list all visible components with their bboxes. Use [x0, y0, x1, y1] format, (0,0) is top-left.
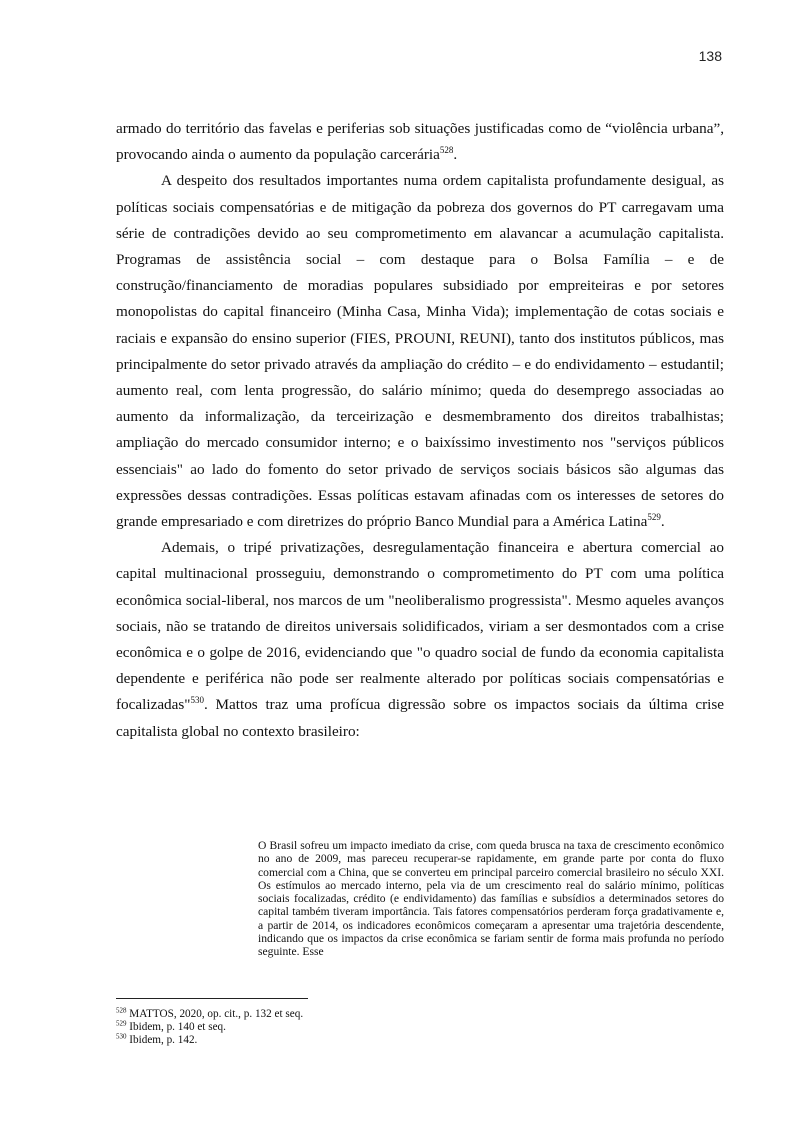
footnote-528	[116, 1008, 724, 1021]
footnote-529	[116, 1021, 724, 1034]
paragraph-text: . Mattos traz uma profícua digressão sobre os impactos sociais da última crise capitalista global no contexto brasileiro:	[116, 696, 724, 740]
footnote-number: 530	[116, 1031, 127, 1040]
paragraph-text: Ademais, o tripé privatizações, desregulamentação financeira e abertura comercial ao capital multinacional prosseguiu, demonstrando o comprometimento do PT com uma política econômica social-liberal, nos marcos de um "neoliberalismo progressista". Mesmo aqueles avanços sociais, não se tratando de direitos universais solidificados, viriam a ser desmontados com a crise econômica e o golpe de 2016, evidenciando que "o quadro social de fundo da economia capitalista dependente e periférica não pode ser realmente alterado por políticas sociais compensatórias e focalizadas"	[116, 539, 724, 714]
paragraph-text: A despeito dos resultados importantes numa ordem capitalista profundamente desigual, as políticas sociais compensatórias e de mitigação da pobreza dos governos do PT carregavam uma série de contradições devido ao seu comprometimento em alavancar a acumulação capitalista. Programas de assistência social – com destaque para o Bolsa Família – e de construção/financiamento de moradias populares subsidiado por empreiteiras e por setores monopolistas do capital financeiro (Minha Casa, Minha Vida); implementação de cotas sociais e raciais e expansão do ensino superior (FIES, PROUNI, REUNI), tanto dos institutos públicos, mas principalmente do setor privado através da ampliação do crédito – e do endividamento – estudantil; aumento real, com lenta progressão, do salário mínimo; queda do desemprego associadas ao aumento da informalização, da terceirização e desmembramento dos direitos trabalhistas; ampliação do mercado consumidor interno; e o baixíssimo investimento nos "serviços públicos essenciais" ao lado do fomento do setor privado de serviços sociais básicos são algumas das expressões dessas contradições. Essas políticas estavam afinadas com os interesses de setores do grande empresariado e com diretrizes do próprio Banco Mundial para a América Latina	[116, 172, 724, 531]
footnote-number: 528	[116, 1006, 127, 1015]
footnote-text: MATTOS, 2020, op. cit., p. 132 et seq.	[129, 1008, 304, 1020]
footnotes	[116, 1008, 724, 1046]
footnote-530	[116, 1031, 724, 1047]
page-number: 138	[698, 48, 722, 64]
footnote-number: 529	[116, 1019, 127, 1028]
body-text	[116, 116, 724, 745]
footnote-separator	[116, 998, 308, 999]
block-quote: O Brasil sofreu um impacto imediato da crise, com queda brusca na taxa de crescimento econômico no ano de 2009, mas pareceu recuperar-se rapidamente, em grande parte por conta do fluxo comercial com a China, que se converteu em principal parceiro comercial brasileiro no século XXI. Os estímulos ao mercado interno, pela via de um crescimento real do salário mínimo, políticas sociais focalizadas, crédito (e endividamento) das famílias e subsídios a determinados setores do capital também tiveram importância. Tais fatores compensatórios perderam força gradativamente e, a partir de 2014, os indicadores econômicos começaram a apresentar uma trajetória descendente, indicando que os impactos da crise econômica se fariam sentir de forma mais profunda no período seguinte. Esse	[258, 839, 724, 959]
footnote-reference-530[interactable]: 530	[190, 695, 204, 706]
paragraph-text: .	[453, 146, 458, 164]
paragraph-text: armado do território das favelas e periferias sob situações justificadas como de “violência urbana”, provocando ainda o aumento da população carcerária	[116, 120, 724, 164]
paragraph-3	[116, 535, 724, 745]
footnote-reference-529[interactable]: 529	[647, 511, 661, 522]
footnote-text: Ibidem, p. 140 et seq.	[129, 1020, 226, 1033]
paragraph-1	[116, 116, 724, 168]
paragraph-2	[116, 168, 724, 535]
footnote-text: Ibidem, p. 142.	[129, 1033, 198, 1046]
footnote-reference-528[interactable]: 528	[439, 145, 454, 156]
paragraph-text: .	[660, 513, 665, 531]
